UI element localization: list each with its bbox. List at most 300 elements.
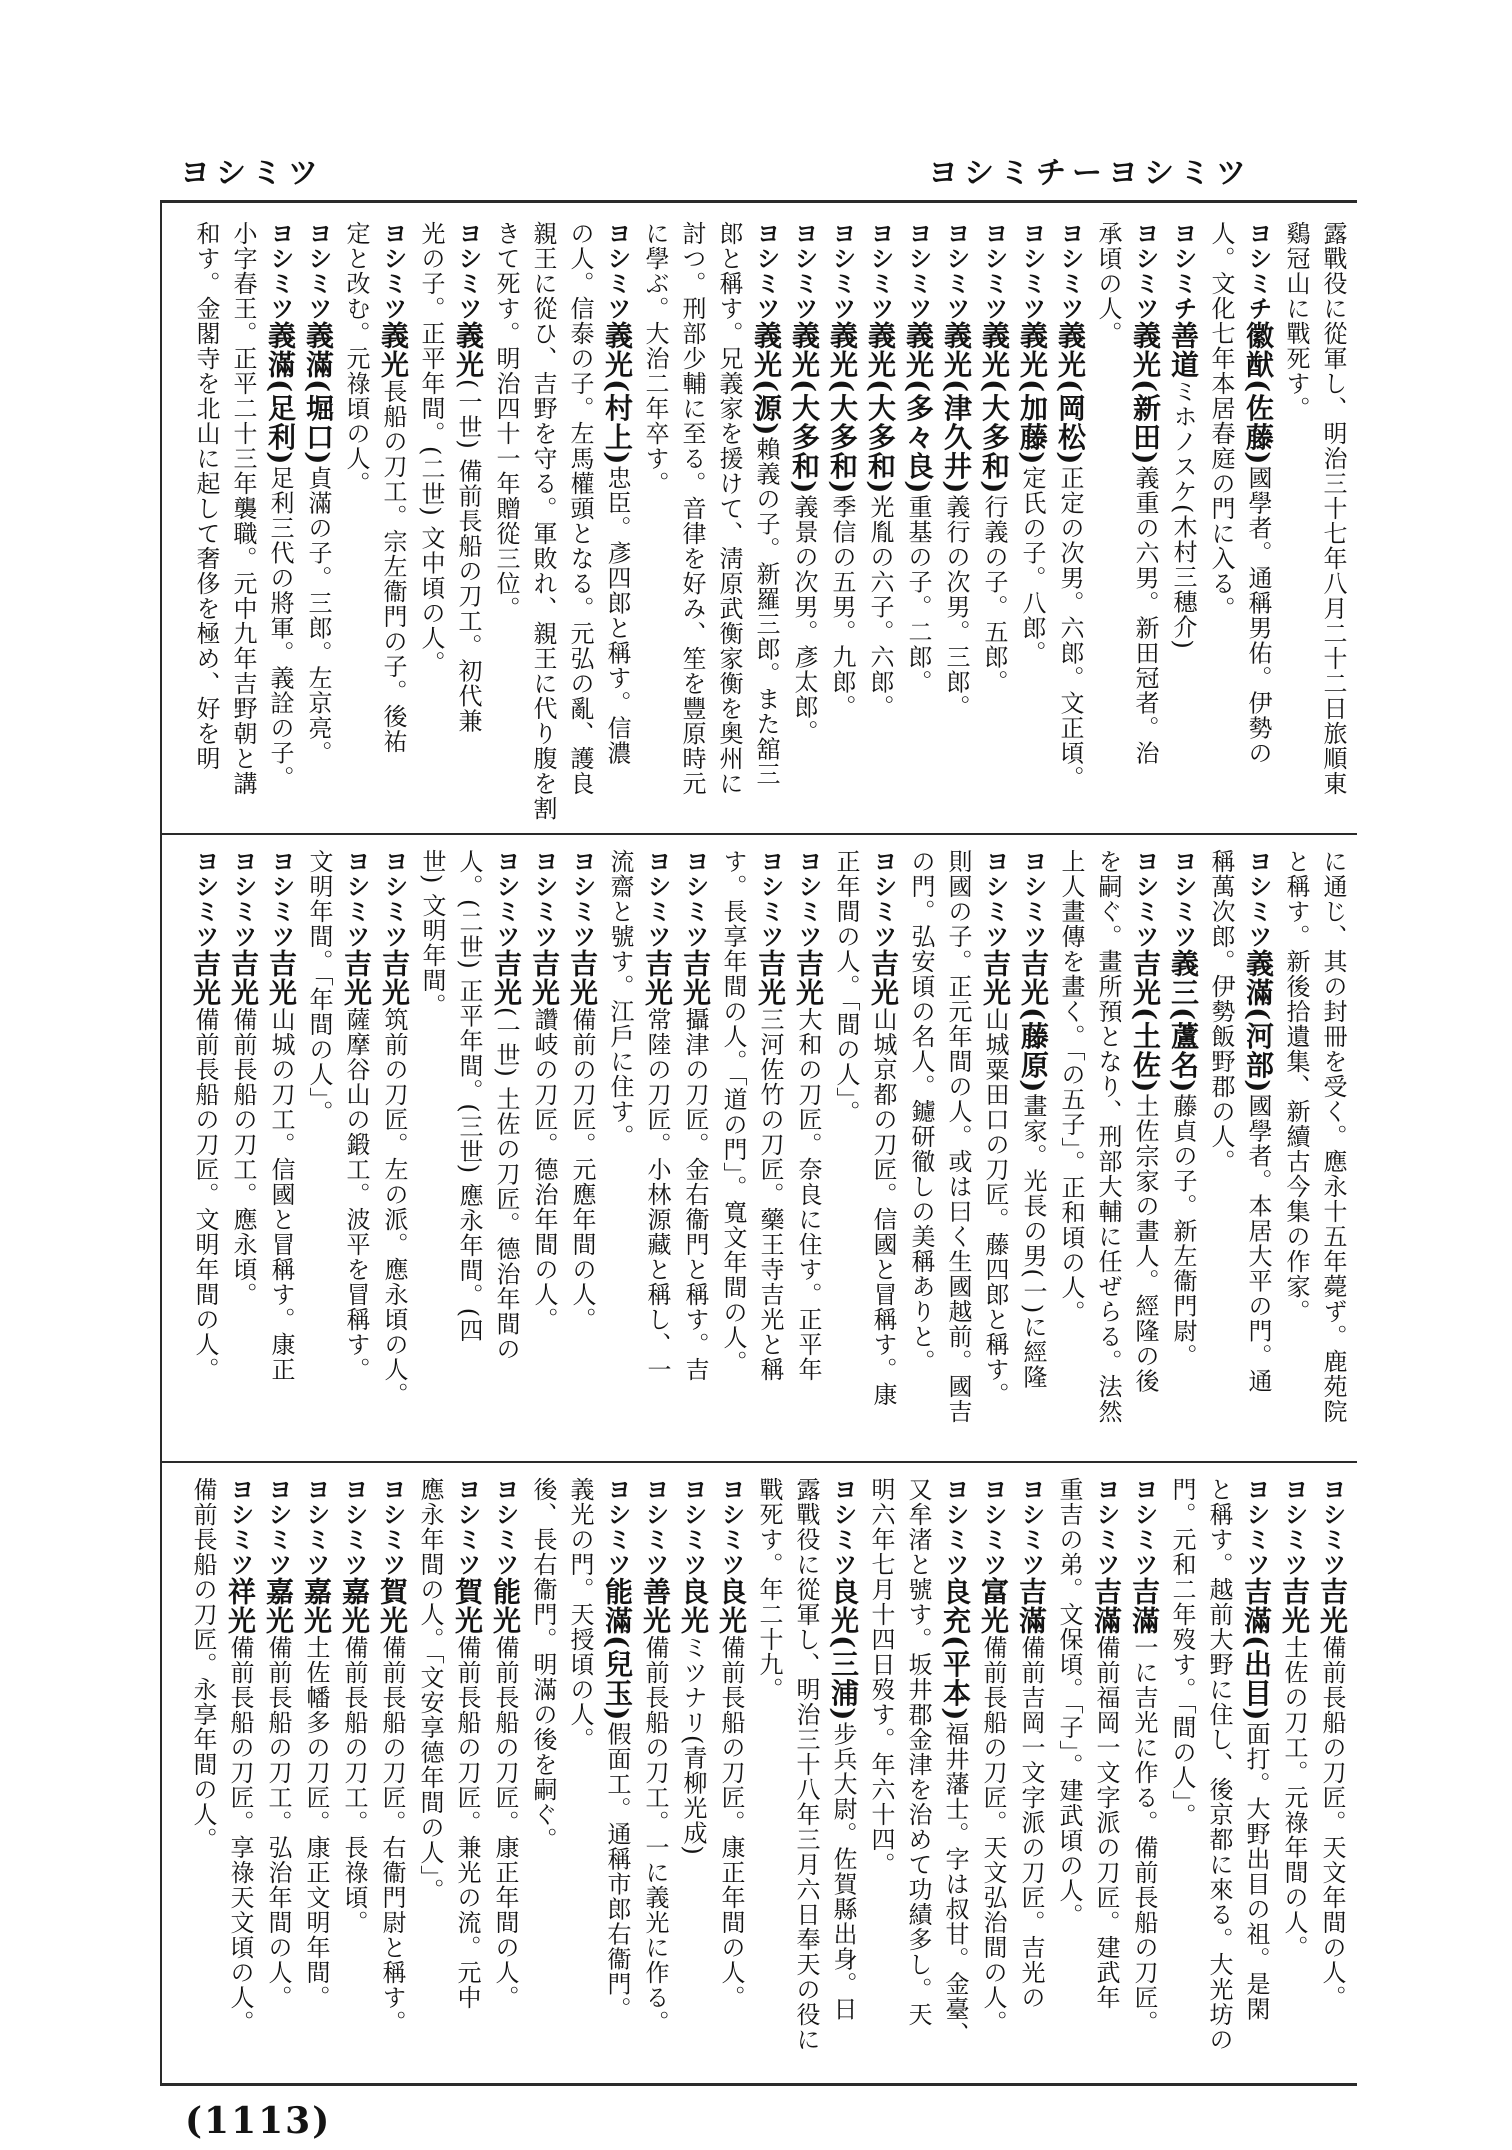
entry-continuation <box>487 221 524 826</box>
entry-reading: ヨシミツ <box>794 849 822 949</box>
entry-text: 親王に從ひ、吉野を守る。軍敗れ、親王に代り腹を割 <box>529 221 557 821</box>
entry-text: 義重の六男。新田冠者。治 <box>1131 465 1159 766</box>
entry-continuation <box>787 1477 824 2067</box>
entry-headword: 善光 <box>639 1577 672 1635</box>
entry-continuation <box>1314 849 1351 1454</box>
header-left: ヨシミツ <box>180 156 324 191</box>
entry-reading: ヨシミツ <box>378 1477 406 1577</box>
entry-text: 世) 文明年間。 <box>418 849 446 1018</box>
entry-text: と稱す。越前大野に住し、後京都に來る。大光坊の <box>1205 1477 1233 2052</box>
entry-headword: 義光(多々良) <box>902 321 935 495</box>
entry-continuation <box>827 849 864 1454</box>
entry-text: 明六年七月十四日歿す。年六十四。 <box>867 1477 895 1877</box>
entry-text: 一に吉光に作る。備前長船の刀匠。 <box>1130 1635 1158 2035</box>
entry-continuation <box>1314 221 1351 826</box>
dictionary-entry <box>259 1477 297 2067</box>
dictionary-entry <box>975 221 1013 826</box>
entry-continuation <box>710 221 747 826</box>
entry-continuation <box>413 849 450 1454</box>
entry-text: 討つ。刑部少輔に至る。音律を好み、笙を豐原時元 <box>678 221 706 796</box>
entry-text: 山城京都の刀匠。信國と冒稱す。康 <box>869 1007 897 1407</box>
entry-headword: 賀光 <box>376 1577 409 1635</box>
dictionary-entry <box>789 849 827 1454</box>
entry-continuation <box>939 849 976 1454</box>
entry-reading: ヨシミツ <box>1131 221 1159 321</box>
entry-text: 又牟渚と號す。坂井郡金津を治めて功績多し。天 <box>904 1477 932 2027</box>
entry-continuation <box>561 221 598 826</box>
entry-reading: ヨシミツ <box>379 221 407 321</box>
dictionary-entry <box>1014 849 1052 1454</box>
dictionary-entry <box>676 849 714 1454</box>
entry-continuation <box>524 1477 561 2067</box>
entry-reading: ヨシミツ <box>942 221 970 321</box>
entry-reading: ヨシミツ <box>1244 849 1272 949</box>
entry-continuation <box>714 849 751 1454</box>
entry-text: 筑前の刀匠。左の派。應永頃の人。 <box>380 1007 408 1407</box>
dictionary-entry <box>186 849 224 1454</box>
entry-continuation <box>187 221 224 826</box>
entry-reading: ヨシミツ <box>790 221 818 321</box>
entry-headword: 義滿(堀口) <box>302 321 335 466</box>
entry-continuation <box>601 849 638 1454</box>
entry-continuation <box>673 221 710 826</box>
entry-text: と稱す。新後拾遺集、新續古今集の作家。 <box>1282 849 1310 1324</box>
entry-text: の門。弘安頃の名人。鑢研徹しの美稱ありと。 <box>907 849 935 1374</box>
entry-text: 常陸の刀匠。小林源藏と稱し、一 <box>643 1007 671 1382</box>
dictionary-entry <box>1051 221 1089 826</box>
entry-text: 備前福岡一文字派の刀匠。建武年 <box>1092 1635 1120 2010</box>
entry-reading: ヨシミツ <box>752 221 780 321</box>
entry-headword: 能光 <box>489 1577 522 1635</box>
entry-headword: 義光(津久井) <box>940 321 973 495</box>
dictionary-tier-3 <box>168 1477 1351 2067</box>
entry-text: 後、長右衞門。明滿の後を嗣ぐ。 <box>529 1477 557 1852</box>
dictionary-entry <box>1126 849 1164 1454</box>
entry-reading: ヨシミツ <box>302 1477 330 1577</box>
entry-text: 土佐幡多の刀匠。康正文明年間。 <box>302 1635 330 2010</box>
entry-reading: ヨシミツ <box>981 849 1009 949</box>
entry-reading: ヨシミツ <box>1318 1477 1346 1577</box>
entry-text: 上人畫傳を畫く。「の五子」。正和頃の人。 <box>1057 849 1085 1325</box>
dictionary-entry <box>936 1477 974 2067</box>
entry-text: 露戰役に從軍し、明治三十八年三月六日奉天の役に <box>792 1477 820 2052</box>
entry-text: (一世) 備前長船の刀工。初代兼 <box>454 379 482 734</box>
entry-text: 忠臣。彥四郎と稱す。信濃 <box>603 465 631 766</box>
dictionary-entry <box>335 1477 373 2067</box>
dictionary-entry <box>261 221 299 826</box>
entry-continuation <box>1277 221 1314 826</box>
entry-headword: 義光(新田) <box>1129 321 1162 466</box>
entry-reading: ヨシミツ <box>1017 1477 1045 1577</box>
entry-text: (一世) 土佐の刀匠。德治年間の <box>492 1007 520 1362</box>
entry-continuation <box>561 1477 598 2067</box>
entry-headword: 嘉光 <box>262 1577 295 1635</box>
entry-reading: ヨシミツ <box>679 1477 707 1577</box>
entry-headword: 吉光 <box>265 949 298 1007</box>
entry-reading: ヨシミチ <box>1244 221 1272 321</box>
entry-text: 山城粟田口の刀匠。藤四郎と稱す。 <box>981 1007 1009 1407</box>
entry-headword: 吉光 <box>1278 1577 1311 1635</box>
entry-headword: 吉光 <box>227 949 260 1007</box>
dictionary-entry <box>525 849 563 1454</box>
entry-continuation <box>337 221 374 826</box>
dictionary-entry <box>974 1477 1012 2067</box>
entry-text: 備前長船の刀工。長祿頃。 <box>340 1635 368 1935</box>
entry-continuation <box>184 1477 221 2067</box>
entry-continuation <box>1050 1477 1087 2067</box>
entry-text: 貞滿の子。三郎。左京亮。 <box>304 465 332 766</box>
entry-text: 應永年間の人。「文安享德年間の人」。 <box>416 1477 444 1903</box>
entry-reading: ヨシミツ <box>828 221 856 321</box>
dictionary-entry <box>299 221 337 826</box>
dictionary-entry <box>448 1477 486 2067</box>
entry-headword: 義光(岡松) <box>1054 321 1087 466</box>
entry-headword: 吉光(藤原) <box>1017 949 1050 1094</box>
entry-reading: ヨシミツ <box>1019 849 1047 949</box>
entry-text: 福井藩士。字は叔甘。金臺、 <box>941 1721 969 2047</box>
entry-text: 文明年間。「年間の人」。 <box>305 849 333 1125</box>
entry-headword: 吉光 <box>641 949 674 1007</box>
entry-text: 土佐の刀工。元祿年間の人。 <box>1280 1635 1308 1960</box>
entry-text: 薩摩谷山の鍛工。波平を冒稱す。 <box>342 1007 370 1382</box>
dictionary-entry <box>598 1477 636 2067</box>
entry-text: 小字春王。正平二十三年襲職。元中九年吉野朝と講 <box>229 221 257 796</box>
entry-reading: ヨシミツ <box>1280 1477 1308 1577</box>
entry-continuation <box>524 221 561 826</box>
header-right: ヨシミチーヨシミツ <box>928 156 1252 191</box>
entry-reading: ヨシミツ <box>380 849 408 949</box>
dictionary-entry <box>1126 221 1164 826</box>
entry-headword: 能滿(兒玉) <box>601 1577 634 1722</box>
entry-reading: ヨシミツ <box>1169 849 1197 949</box>
dictionary-entry <box>1164 849 1202 1454</box>
entry-text: ミツナリ(青柳光成) <box>679 1635 707 1856</box>
dictionary-entry <box>785 221 823 826</box>
entry-headword: 吉光 <box>679 949 712 1007</box>
entry-text: 稱萬次郎。伊勢飯野郡の人。 <box>1207 849 1235 1174</box>
entry-text: に學ぶ。大治二年卒す。 <box>641 221 669 496</box>
entry-text: 國學者。本居大平の門。通 <box>1244 1093 1272 1394</box>
entry-text: 備前長船の刀匠。兼光の流。元中 <box>453 1635 481 2010</box>
entry-reading: ヨシミツ <box>1131 849 1159 949</box>
entry-reading: ヨシミツ <box>530 849 558 949</box>
entry-text: 露戰役に從軍し、明治三十七年八月二十二日旅順東 <box>1319 221 1347 796</box>
entry-text: 賴義の子。新羅三郎。また舘三 <box>752 436 780 787</box>
entry-continuation <box>1202 221 1239 826</box>
entry-text: 人。文化七年本居春庭の門に入る。 <box>1207 221 1235 621</box>
dictionary-entry <box>1125 1477 1163 2067</box>
entry-reading: ヨシミツ <box>866 221 894 321</box>
entry-text: 光の子。正平年間。(二世) 文中頃の人。 <box>417 221 445 676</box>
dictionary-entry <box>899 221 937 826</box>
dictionary-entry <box>337 849 375 1454</box>
entry-text: 讚岐の刀匠。德治年間の人。 <box>530 1007 558 1332</box>
entry-reading: ヨシミツ <box>492 849 520 949</box>
entry-text: 光胤の六子。六郎。 <box>866 494 894 720</box>
entry-text: 備前長船の刀工。應永頃。 <box>229 1007 257 1307</box>
entry-headword: 吉光 <box>1316 1577 1349 1635</box>
dictionary-entry <box>976 849 1014 1454</box>
dictionary-entry <box>374 221 412 826</box>
dictionary-entry <box>937 221 975 826</box>
dictionary-entry <box>1275 1477 1313 2067</box>
entry-text: に通じ、其の封冊を受く。應永十五年薨ず。鹿苑院 <box>1319 849 1347 1424</box>
dictionary-entry <box>1237 1477 1275 2067</box>
entry-continuation <box>902 849 939 1454</box>
entry-text: 義景の次男。彥太郎。 <box>790 494 818 745</box>
entry-headword: 吉光 <box>528 949 561 1007</box>
entry-text: ミホノスケ(木村三穗介) <box>1169 379 1197 650</box>
entry-continuation <box>450 849 487 1454</box>
entry-headword: 義滿(河部) <box>1242 949 1275 1094</box>
entry-text: 備前長船の刀匠。永享年間の人。 <box>189 1477 217 1852</box>
entry-text: 國學者。通稱男佑。伊勢の <box>1244 465 1272 766</box>
entry-text: 重基の子。二郎。 <box>904 494 932 695</box>
entry-headword: 吉滿 <box>1128 1577 1161 1635</box>
entry-continuation <box>1200 1477 1237 2067</box>
dictionary-entry <box>221 1477 259 2067</box>
entry-headword: 吉光 <box>490 949 523 1007</box>
entry-text: 備前吉岡一文字派の刀匠。吉光の <box>1017 1635 1045 2010</box>
entry-reading: ヨシミツ <box>603 1477 631 1577</box>
entry-text: 流齋と號す。江戶に住す。 <box>606 849 634 1149</box>
entry-headword: 祥光 <box>224 1577 257 1635</box>
dictionary-entry <box>487 849 525 1454</box>
entry-continuation <box>300 849 337 1454</box>
entry-headword: 富光 <box>977 1577 1010 1635</box>
entry-reading: ヨシミツ <box>1092 1477 1120 1577</box>
entry-reading: ヨシミチ <box>1169 221 1197 321</box>
entry-headword: 義光(大多和) <box>864 321 897 495</box>
entry-reading: ヨシミツ <box>568 849 596 949</box>
dictionary-entry <box>1239 221 1277 826</box>
entry-reading: ヨシミツ <box>979 1477 1007 1577</box>
entry-text: 足利三代の將軍。義詮の子。 <box>266 465 294 791</box>
entry-headword: 吉光 <box>340 949 373 1007</box>
entry-reading: ヨシミツ <box>454 221 482 321</box>
entry-reading: ヨシミツ <box>266 221 294 321</box>
entry-text: 土佐宗家の畫人。經隆の後 <box>1131 1093 1159 1394</box>
entry-headword: 義光 <box>452 321 485 379</box>
running-header <box>180 148 1252 191</box>
entry-headword: 吉滿 <box>1015 1577 1048 1635</box>
entry-text: す。長享年間の人。「道の門」。寬文年間の人。 <box>719 849 747 1375</box>
entry-headword: 嘉光 <box>300 1577 333 1635</box>
entry-text: 定と改む。元祿頃の人。 <box>342 221 370 496</box>
dictionary-entry <box>636 1477 674 2067</box>
entry-text: 三河佐竹の刀匠。藥王寺吉光と稱 <box>756 1007 784 1382</box>
entry-headword: 賀光 <box>451 1577 484 1635</box>
entry-headword: 徽猷(佐藤) <box>1242 321 1275 466</box>
entry-text: 藤貞の子。新左衞門尉。 <box>1169 1093 1197 1369</box>
dictionary-tier-1 <box>168 221 1351 826</box>
entry-continuation <box>412 221 449 826</box>
entry-text: 備前長船の刀匠。康正年間の人。 <box>717 1635 745 2010</box>
entry-headword: 義光(大多和) <box>978 321 1011 495</box>
entry-text: 正定の次男。六郎。文正頃。 <box>1056 465 1084 791</box>
dictionary-entry <box>1239 849 1277 1454</box>
entry-headword: 良充(平本) <box>939 1577 972 1722</box>
entry-reading: ヨシミツ <box>1130 1477 1158 1577</box>
entry-text: 畫家。光長の男(一)に經隆 <box>1019 1093 1047 1390</box>
dictionary-entry <box>262 849 300 1454</box>
dictionary-entry <box>449 221 487 826</box>
dictionary-entry <box>486 1477 524 2067</box>
entry-text: 承頃の人。 <box>1094 221 1122 346</box>
entry-text: の人。信泰の子。左馬權頭となる。元弘の亂、護良 <box>566 221 594 796</box>
entry-text: 季信の五男。九郎。 <box>828 494 856 720</box>
entry-reading: ヨシミツ <box>643 849 671 949</box>
entry-text: きて死す。明治四十一年贈從三位。 <box>492 221 520 621</box>
dictionary-entry <box>824 1477 862 2067</box>
entry-continuation <box>1202 849 1239 1454</box>
entry-headword: 義滿(足利) <box>264 321 297 466</box>
entry-text: 備前長船の刀匠。康正年間の人。 <box>491 1635 519 2010</box>
entry-headword: 良光 <box>677 1577 710 1635</box>
dictionary-entry <box>375 849 413 1454</box>
entry-reading: ヨシミツ <box>756 849 784 949</box>
entry-text: 備前長船の刀工。弘治年間の人。 <box>264 1635 292 2010</box>
entry-reading: ヨシミツ <box>191 849 219 949</box>
dictionary-entry <box>563 849 601 1454</box>
entry-headword: 善道 <box>1167 321 1200 379</box>
dictionary-entry <box>823 221 861 826</box>
entry-headword: 良光 <box>715 1577 748 1635</box>
entry-headword: 良光(三浦) <box>827 1577 860 1722</box>
entry-headword: 吉光 <box>378 949 411 1007</box>
entry-continuation <box>1089 849 1126 1454</box>
entry-reading: ヨシミツ <box>226 1477 254 1577</box>
entry-reading: ヨシミツ <box>342 849 370 949</box>
tier-divider <box>162 1461 1357 1463</box>
dictionary-entry <box>712 1477 750 2067</box>
entry-text: 定氏の子。八郎。 <box>1018 465 1046 666</box>
dictionary-entry <box>297 1477 335 2067</box>
entry-reading: ヨシミツ <box>491 1477 519 1577</box>
dictionary-entry <box>638 849 676 1454</box>
entry-headword: 義三(蘆名) <box>1167 949 1200 1094</box>
dictionary-entry <box>224 849 262 1454</box>
entry-text: 義光の門。天授頃の人。 <box>566 1477 594 1752</box>
entry-text: 山城の刀工。信國と冒稱す。康正 <box>267 1007 295 1382</box>
page-frame <box>160 200 1357 2086</box>
entry-headword: 吉光 <box>979 949 1012 1007</box>
entry-headword: 吉光 <box>867 949 900 1007</box>
entry-reading: ヨシミツ <box>829 1477 857 1577</box>
entry-headword: 吉滿(出目) <box>1240 1577 1273 1722</box>
entry-text: 備前長船の刀匠。右衞門尉と稱す。 <box>378 1635 406 2035</box>
entry-continuation <box>224 221 261 826</box>
dictionary-entry <box>747 221 785 826</box>
entry-reading: ヨシミツ <box>229 849 257 949</box>
entry-text: 義行の次男。三郎。 <box>942 494 970 720</box>
entry-headword: 吉光 <box>754 949 787 1007</box>
entry-text: 步兵大尉。佐賀縣出身。日 <box>829 1721 857 2022</box>
entry-reading: ヨシミツ <box>340 1477 368 1577</box>
dictionary-tier-2 <box>168 849 1351 1454</box>
entry-text: 和す。金閣寺を北山に起して奢侈を極め、好を明 <box>192 221 220 771</box>
entry-continuation <box>1163 1477 1200 2067</box>
dictionary-entry <box>1164 221 1202 826</box>
entry-reading: ヨシミツ <box>717 1477 745 1577</box>
dictionary-entry <box>864 849 902 1454</box>
dictionary-entry <box>861 221 899 826</box>
entry-headword: 義光(大多和) <box>826 321 859 495</box>
entry-text: 備前長船の刀工。一に義光に作る。 <box>641 1635 669 2035</box>
entry-text: 門。元和二年歿す。「間の人」。 <box>1168 1477 1196 1828</box>
dictionary-entry <box>598 221 636 826</box>
entry-continuation <box>1277 849 1314 1454</box>
entry-text: 鷄冠山に戰死す。 <box>1282 221 1310 421</box>
entry-text: 重吉の弟。文保頃。「子」。建武頃の人。 <box>1055 1477 1083 1928</box>
page-number: (1113) <box>185 2100 332 2142</box>
entry-text: 大和の刀匠。奈良に住す。正平年 <box>794 1007 822 1382</box>
entry-text: 郎と稱す。兄義家を援けて、淸原武衡家衡を奥州に <box>715 221 743 796</box>
entry-reading: ヨシミツ <box>267 849 295 949</box>
entry-reading: ヨシミツ <box>603 221 631 321</box>
entry-text: 面打。大野出目の祖。是閑 <box>1242 1721 1270 2022</box>
entry-text: 備前長船の刀匠。天文年間の人。 <box>1318 1635 1346 2010</box>
entry-reading: ヨシミツ <box>904 221 932 321</box>
entry-headword: 義光(源) <box>750 321 783 437</box>
entry-reading: ヨシミツ <box>264 1477 292 1577</box>
entry-continuation <box>636 221 673 826</box>
entry-reading: ヨシミツ <box>641 1477 669 1577</box>
entry-headword: 吉滿 <box>1090 1577 1123 1635</box>
entry-text: 則國の子。正元年間の人。或は曰く生國越前。國吉 <box>944 849 972 1424</box>
dictionary-entry <box>1313 1477 1351 2067</box>
entry-text: 人。(二世) 正平年間。(三世) 應永年間。(四 <box>455 849 483 1344</box>
entry-continuation <box>1052 849 1089 1454</box>
entry-continuation <box>899 1477 936 2067</box>
entry-headword: 義光 <box>377 321 410 379</box>
entry-headword: 義光(村上) <box>601 321 634 466</box>
entry-continuation <box>411 1477 448 2067</box>
entry-continuation <box>862 1477 899 2067</box>
entry-reading: ヨシミツ <box>941 1477 969 1577</box>
entry-text: 備前長船の刀匠。文明年間の人。 <box>191 1007 219 1382</box>
entry-reading: ヨシミツ <box>681 849 709 949</box>
dictionary-entry <box>1087 1477 1125 2067</box>
entry-reading: ヨシミツ <box>304 221 332 321</box>
entry-headword: 吉光 <box>792 949 825 1007</box>
tier-divider <box>162 833 1357 835</box>
entry-text: 備前長船の刀匠。享祿天文頃の人。 <box>226 1635 254 2035</box>
dictionary-entry <box>373 1477 411 2067</box>
entry-headword: 吉光 <box>566 949 599 1007</box>
entry-reading: ヨシミツ <box>453 1477 481 1577</box>
entry-reading: ヨシミツ <box>1242 1477 1270 1577</box>
entry-continuation <box>1089 221 1126 826</box>
entry-headword: 義光(大多和) <box>788 321 821 495</box>
entry-text: 假面工。通稱市郎右衞門。 <box>603 1721 631 2022</box>
entry-text: 備前の刀匠。元應年間の人。 <box>568 1007 596 1332</box>
entry-reading: ヨシミツ <box>1018 221 1046 321</box>
dictionary-entry <box>1013 221 1051 826</box>
entry-headword: 義光(加藤) <box>1016 321 1049 466</box>
entry-text: 行義の子。五郎。 <box>980 494 1008 695</box>
entry-text: を嗣ぐ。畫所預となり、刑部大輔に任ぜらる。法然 <box>1094 849 1122 1424</box>
dictionary-entry <box>751 849 789 1454</box>
dictionary-entry <box>1012 1477 1050 2067</box>
entry-text: 攝津の刀匠。金右衞門と稱す。吉 <box>681 1007 709 1382</box>
entry-headword: 吉光(土佐) <box>1129 949 1162 1094</box>
dictionary-entry <box>674 1477 712 2067</box>
entry-reading: ヨシミツ <box>1056 221 1084 321</box>
entry-reading: ヨシミツ <box>869 849 897 949</box>
entry-continuation <box>750 1477 787 2067</box>
entry-text: 正年間の人。「間の人」。 <box>832 849 860 1125</box>
